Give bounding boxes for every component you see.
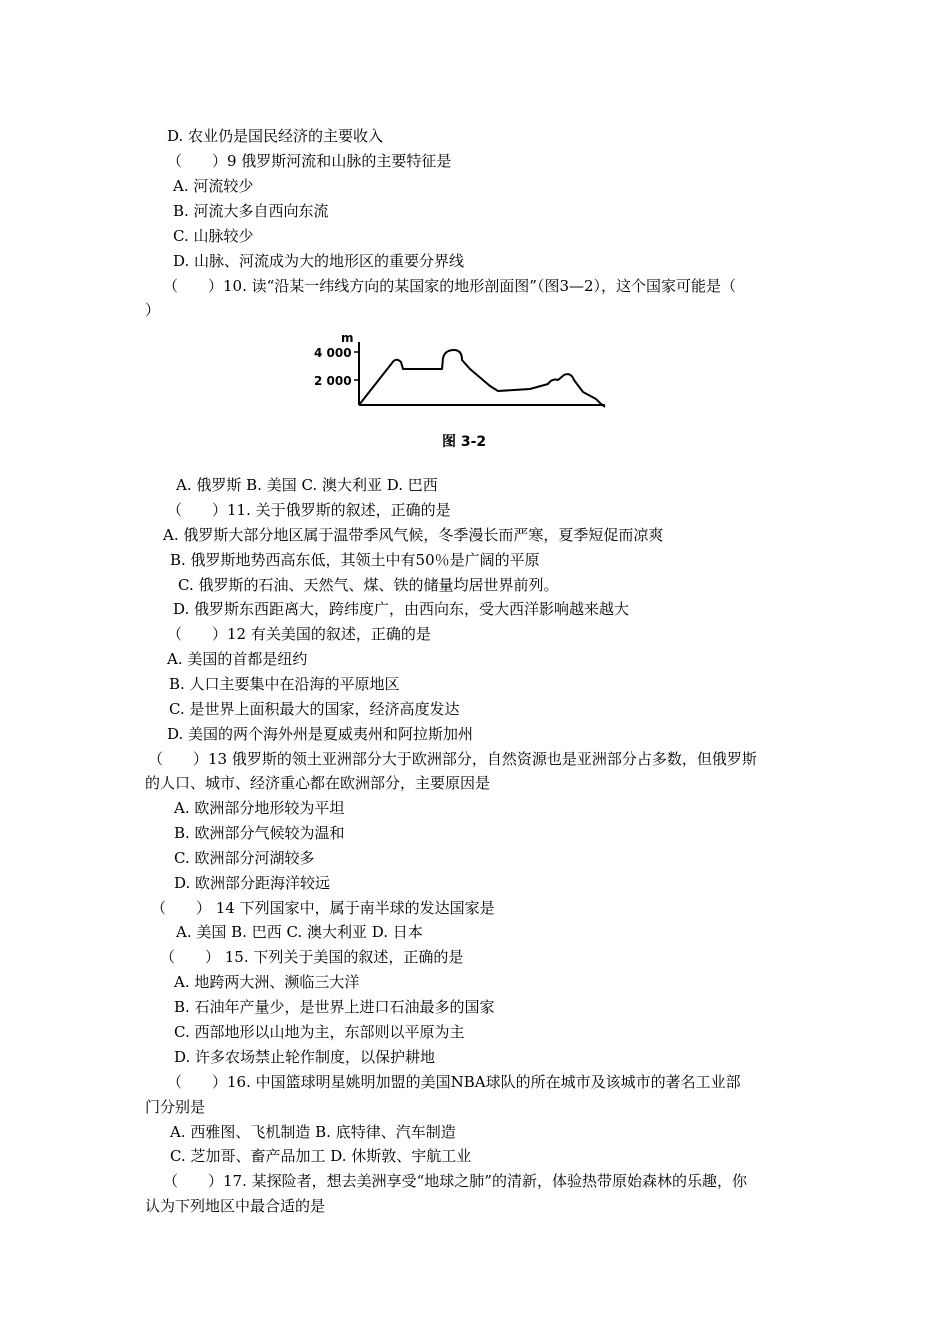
text-line: B. 欧洲部分气候较为温和 bbox=[174, 824, 345, 842]
tick-label-2000: 2 000 bbox=[314, 374, 352, 388]
text-line: A. 欧洲部分地形较为平坦 bbox=[174, 799, 345, 817]
text-line: （ ）10. 读“沿某一纬线方向的某国家的地形剖面图”（图3—2），这个国家可能是（ bbox=[163, 277, 737, 295]
text-line: A. 河流较少 bbox=[173, 177, 254, 195]
text-line: B. 石油年产量少，是世界上进口石油最多的国家 bbox=[174, 998, 495, 1016]
text-line: （ ）11. 关于俄罗斯的叙述，正确的是 bbox=[167, 501, 451, 519]
text-line: B. 人口主要集中在沿海的平原地区 bbox=[169, 675, 400, 693]
text-line: （ ）16. 中国篮球明星姚明加盟的美国NBA球队的所在城市及该城市的著名工业部 bbox=[167, 1073, 741, 1091]
text-line: C. 芝加哥、畜产品加工 D. 休斯敦、宇航工业 bbox=[170, 1147, 472, 1165]
text-line: C. 是世界上面积最大的国家，经济高度发达 bbox=[169, 700, 460, 718]
text-line: D. 美国的两个海外州是夏威夷州和阿拉斯加州 bbox=[167, 725, 474, 743]
terrain-profile-line bbox=[359, 350, 605, 407]
text-line: 的人口、城市、经济重心都在欧洲部分，主要原因是 bbox=[145, 774, 491, 792]
text-line: （ ）9 俄罗斯河流和山脉的主要特征是 bbox=[167, 152, 452, 170]
text-line: ） bbox=[145, 301, 161, 319]
text-line: A. 美国 B. 巴西 C. 澳大利亚 D. 日本 bbox=[176, 923, 423, 941]
text-line: 认为下列地区中最合适的是 bbox=[145, 1197, 326, 1215]
terrain-profile-figure bbox=[300, 328, 620, 464]
text-line: B. 河流大多自西向东流 bbox=[173, 202, 329, 220]
tick-label-4000: 4 000 bbox=[314, 346, 352, 360]
text-line: （ ）12 有关美国的叙述，正确的是 bbox=[167, 625, 431, 643]
text-line: D. 俄罗斯东西距离大，跨纬度广，由西向东，受大西洋影响越来越大 bbox=[173, 600, 630, 618]
text-line: A. 俄罗斯大部分地区属于温带季风气候，冬季漫长而严寒，夏季短促而凉爽 bbox=[163, 526, 664, 544]
text-line: B. 俄罗斯地势西高东低，其领土中有50％是广阔的平原 bbox=[170, 551, 540, 569]
text-line: A. 美国的首都是纽约 bbox=[167, 650, 308, 668]
text-line: （ ） 15. 下列关于美国的叙述，正确的是 bbox=[160, 948, 464, 966]
text-line: D. 山脉、河流成为大的地形区的重要分界线 bbox=[173, 252, 465, 270]
text-line: D. 欧洲部分距海洋较远 bbox=[174, 874, 331, 892]
text-line: C. 西部地形以山地为主，东部则以平原为主 bbox=[174, 1023, 465, 1041]
text-line: 门分别是 bbox=[145, 1098, 206, 1116]
text-line: C. 俄罗斯的石油、天然气、煤、铁的储量均居世界前列。 bbox=[178, 576, 559, 594]
text-line: （ ）13 俄罗斯的领土亚洲部分大于欧洲部分，自然资源也是亚洲部分占多数，但俄罗斯 bbox=[148, 750, 757, 768]
text-line: （ ） 14 下列国家中，属于南半球的发达国家是 bbox=[151, 899, 495, 917]
text-line: A. 俄罗斯 B. 美国 C. 澳大利亚 D. 巴西 bbox=[176, 476, 438, 494]
text-line: D. 许多农场禁止轮作制度，以保护耕地 bbox=[174, 1048, 436, 1066]
text-line: A. 西雅图、飞机制造 B. 底特律、汽车制造 bbox=[170, 1123, 456, 1141]
text-line: C. 山脉较少 bbox=[173, 227, 254, 245]
unit-label: m bbox=[341, 331, 354, 345]
text-line: A. 地跨两大洲、濒临三大洋 bbox=[174, 973, 360, 991]
text-line: D. 农业仍是国民经济的主要收入 bbox=[167, 127, 384, 145]
text-line: C. 欧洲部分河湖较多 bbox=[174, 849, 315, 867]
figure-caption: 图 3-2 bbox=[442, 434, 487, 450]
text-line: （ ）17. 某探险者，想去美洲享受“地球之肺”的清新，体验热带原始森林的乐趣，你 bbox=[163, 1172, 747, 1190]
